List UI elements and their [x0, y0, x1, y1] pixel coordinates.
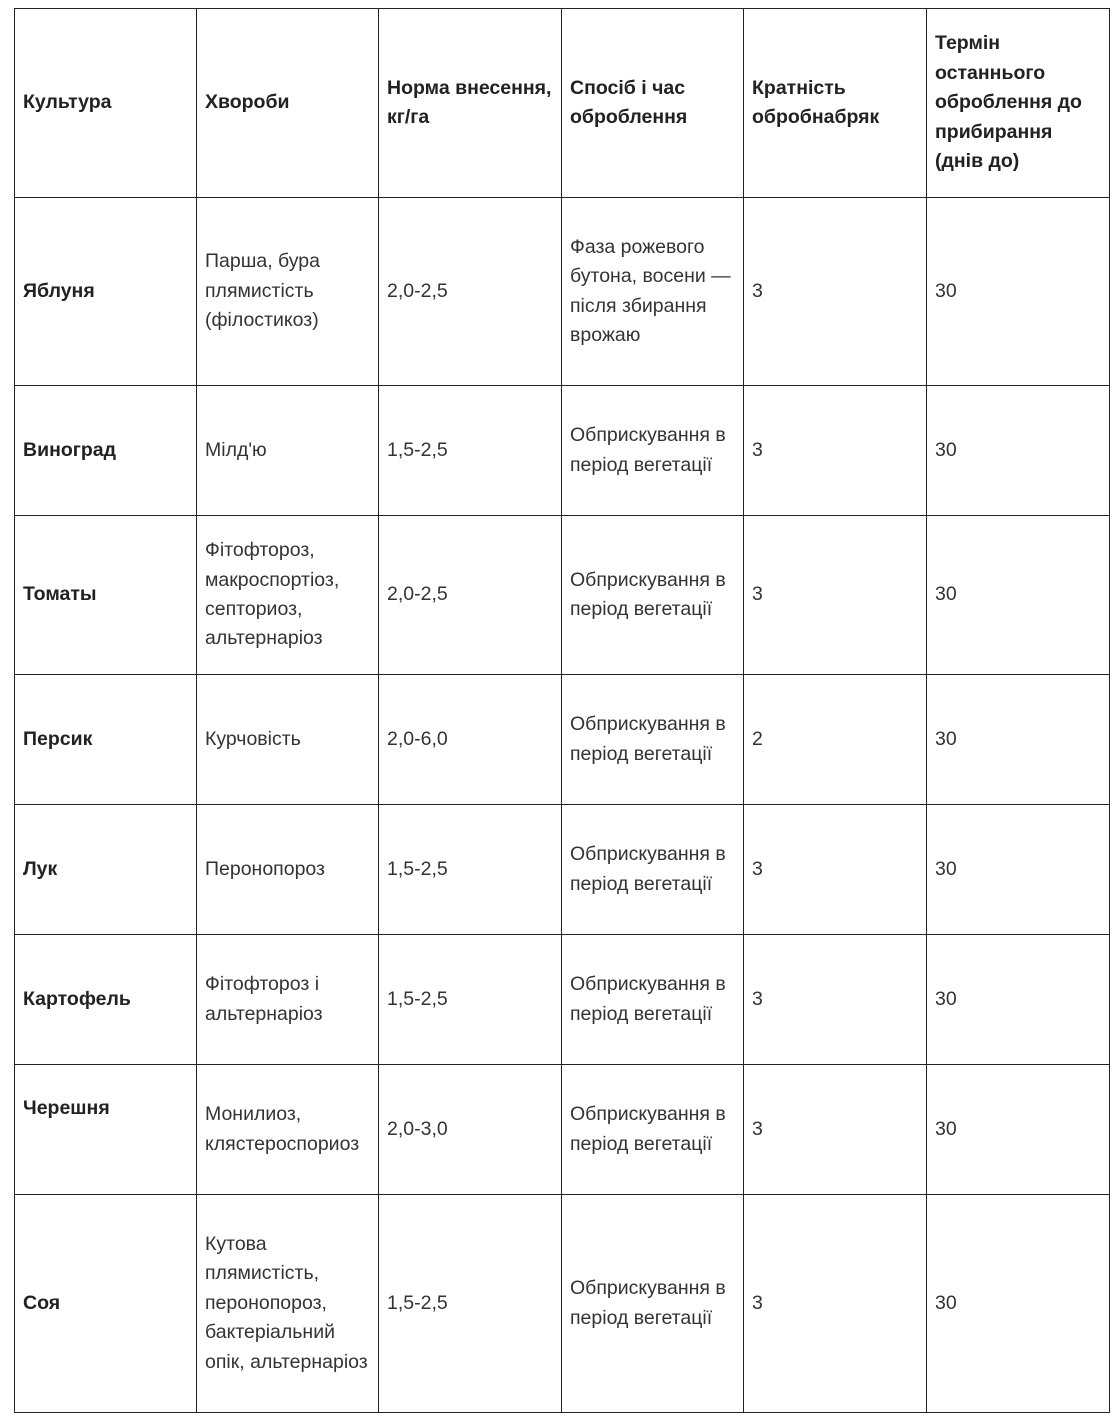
header-last-treatment-term: Термін останнього оброблення до прибирання (днів до) — [927, 9, 1110, 198]
table-row — [15, 805, 1110, 935]
rate-cell: 2,0-2,5 — [379, 516, 562, 675]
method-cell: Обприскування в період вегетації — [562, 516, 744, 675]
table-row — [15, 675, 1110, 805]
term-cell: 30 — [927, 675, 1110, 805]
count-cell: 3 — [744, 935, 927, 1065]
diseases-cell: Кутова плямистість, перонопороз, бактеріальний опік, альтернаріоз — [197, 1195, 379, 1413]
method-cell: Обприскування в період вегетації — [562, 386, 744, 516]
table-row — [15, 935, 1110, 1065]
header-application-rate: Норма внесення, кг/га — [379, 9, 562, 198]
count-cell: 3 — [744, 1195, 927, 1413]
term-cell: 30 — [927, 1195, 1110, 1413]
crop-cell — [15, 1065, 197, 1195]
term-cell: 30 — [927, 516, 1110, 675]
rate-cell: 1,5-2,5 — [379, 1195, 562, 1413]
diseases-cell: Фітофтороз, макроспортіоз, септориоз, альтернаріоз — [197, 516, 379, 675]
term-cell: 30 — [927, 1065, 1110, 1195]
rate-cell: 2,0-3,0 — [379, 1065, 562, 1195]
table-row — [15, 1065, 1110, 1195]
table-row — [15, 1195, 1110, 1413]
count-cell: 3 — [744, 386, 927, 516]
method-cell: Обприскування в період вегетації — [562, 805, 744, 935]
method-cell: Фаза рожевого бутона, восени — після збирання врожаю — [562, 198, 744, 386]
table-row — [15, 198, 1110, 386]
diseases-cell: Фітофтороз і альтернаріоз — [197, 935, 379, 1065]
crop-cell: Лук — [15, 805, 197, 935]
diseases-cell: Монилиоз, клястероспориоз — [197, 1065, 379, 1195]
diseases-cell: Перонопороз — [197, 805, 379, 935]
count-cell: 2 — [744, 675, 927, 805]
table-header-row — [15, 9, 1110, 198]
crop-cell: Картофель — [15, 935, 197, 1065]
term-cell: 30 — [927, 198, 1110, 386]
term-cell: 30 — [927, 386, 1110, 516]
rate-cell: 2,0-2,5 — [379, 198, 562, 386]
rate-cell: 1,5-2,5 — [379, 386, 562, 516]
header-treatment-count: Кратність обробнабряк — [744, 9, 927, 198]
diseases-cell: Парша, бура плямистість (філостикоз) — [197, 198, 379, 386]
table-row — [15, 516, 1110, 675]
count-cell: 3 — [744, 198, 927, 386]
method-cell: Обприскування в період вегетації — [562, 675, 744, 805]
header-diseases: Хвороби — [197, 9, 379, 198]
treatment-table-container — [14, 8, 1110, 1413]
count-cell: 3 — [744, 1065, 927, 1195]
header-method-and-time: Спосіб і час оброблення — [562, 9, 744, 198]
method-cell: Обприскування в період вегетації — [562, 935, 744, 1065]
term-cell: 30 — [927, 935, 1110, 1065]
crop-cell: Яблуня — [15, 198, 197, 386]
count-cell: 3 — [744, 805, 927, 935]
crop-cell-text: Черешня — [23, 1096, 110, 1119]
crop-cell: Томаты — [15, 516, 197, 675]
rate-cell: 2,0-6,0 — [379, 675, 562, 805]
header-crop: Культура — [15, 9, 197, 198]
diseases-cell: Мілд'ю — [197, 386, 379, 516]
rate-cell: 1,5-2,5 — [379, 805, 562, 935]
treatment-table — [14, 8, 1110, 1413]
rate-cell: 1,5-2,5 — [379, 935, 562, 1065]
method-cell: Обприскування в період вегетації — [562, 1065, 744, 1195]
diseases-cell: Курчовість — [197, 675, 379, 805]
table-row — [15, 386, 1110, 516]
crop-cell: Соя — [15, 1195, 197, 1413]
crop-cell: Виноград — [15, 386, 197, 516]
count-cell: 3 — [744, 516, 927, 675]
crop-cell: Персик — [15, 675, 197, 805]
method-cell: Обприскування в період вегетації — [562, 1195, 744, 1413]
term-cell: 30 — [927, 805, 1110, 935]
